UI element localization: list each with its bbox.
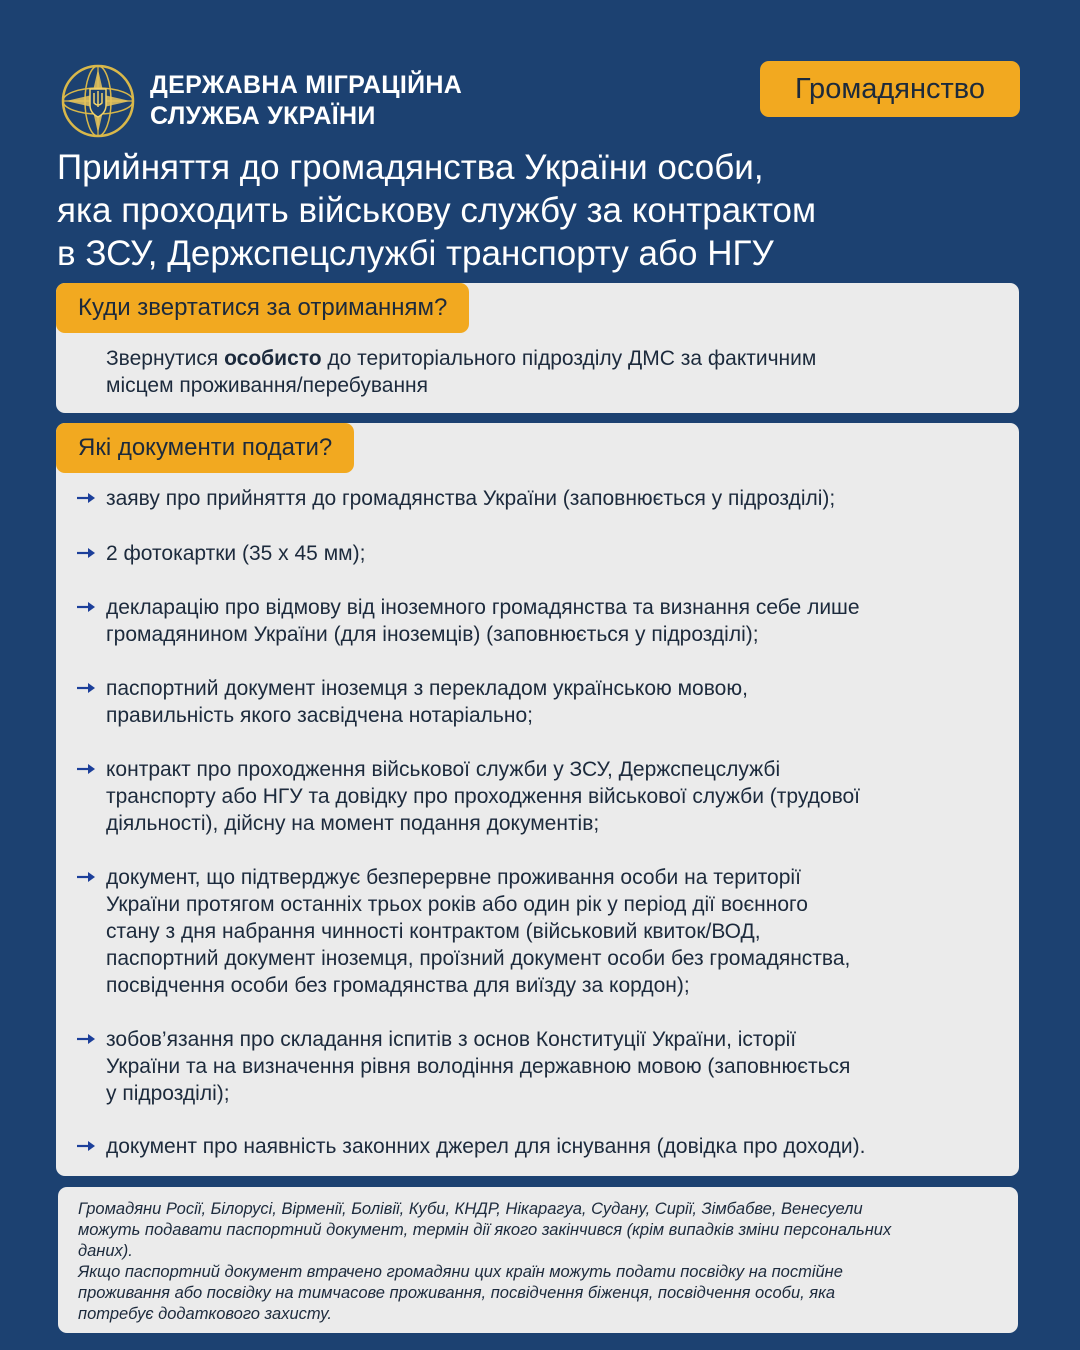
document-list-item-line: контракт про проходження військової служби у ЗСУ, Держспецслужбі [106,758,781,781]
document-list-item-text [106,675,1006,729]
document-list-item-line: документ, що підтверджує безперервне проживання особи на території [106,866,801,889]
document-list-item-line: зобов’язання про складання іспитів з основ Конституції України, історії [106,1028,797,1051]
arrow-right-icon [76,601,96,613]
document-list-item-text [106,864,1006,999]
document-list-item-line: громадянином України (для іноземців) (заповнюється у підрозділі); [106,623,759,646]
documents-heading: Які документи подати? [56,423,354,473]
category-badge: Громадянство [760,61,1020,117]
note-line: можуть подавати паспортний документ, термін дії якого закінчився (крім випадків зміни персональних [78,1221,892,1239]
document-list-item-text [106,485,1006,512]
note-line: потребує додаткового захисту. [78,1305,332,1323]
document-list-item-line: діяльності), дійсну на момент подання документів; [106,812,600,835]
documents-card [56,423,1019,1176]
note-card [58,1187,1018,1333]
document-list-item-line: України протягом останніх трьох років або один рік у період дії воєнного [106,893,808,916]
note-line: Якщо паспортний документ втрачено громадяни цих країн можуть подати посвідку на постійне [78,1263,843,1281]
where-text-bold: особисто [224,347,322,370]
arrow-right-icon [76,492,96,504]
note-text [78,1199,1008,1325]
arrow-right-icon [76,871,96,883]
where-to-apply-card [56,283,1019,413]
page-title-line1: Прийняття до громадянства України особи, [57,148,764,187]
organization-name-line2: СЛУЖБА УКРАЇНИ [150,102,376,130]
document-list-item-line: заяву про прийняття до громадянства України (заповнюється у підрозділі); [106,487,836,510]
where-to-apply-heading: Куди звертатися за отриманням? [56,283,469,333]
document-list-item-text [106,756,1006,837]
dms-emblem-icon [60,63,136,139]
page-title-line2: яка проходить військову службу за контрактом [57,191,817,230]
document-list-item-line: у підрозділі); [106,1082,230,1105]
document-list-item-line: документ про наявність законних джерел для існування (довідка про доходи). [106,1135,866,1158]
note-line: проживання або посвідку на тимчасове проживання, посвідчення біженця, посвідчення особи, яка [78,1284,836,1302]
document-list-item-text [106,540,1006,567]
page-title-line3: в ЗСУ, Держспецслужбі транспорту або НГУ [57,234,774,273]
page-title [57,146,1037,275]
document-list-item-line: правильність якого засвідчена нотаріально; [106,704,533,727]
document-list-item-line: стану з дня набрання чинності контрактом (військовий квиток/ВОД, [106,920,761,943]
document-list-item-text [106,1026,1006,1107]
where-text-line2: місцем проживання/перебування [106,374,429,397]
arrow-right-icon [76,763,96,775]
document-list-item-line: паспортний документ іноземця, проїзний документ особи без громадянства, [106,947,851,970]
document-list-item-text [106,1133,1006,1160]
arrow-right-icon [76,682,96,694]
note-line: Громадяни Росії, Білорусі, Вірменії, Болівії, Куби, КНДР, Нікарагуа, Судану, Сирії, Зімбабве, Венесуели [78,1200,863,1218]
document-list-item-text [106,594,1006,648]
organization-name-line1: ДЕРЖАВНА МІГРАЦІЙНА [150,71,463,99]
where-to-apply-text [106,345,986,399]
note-line: даних). [78,1242,133,1260]
document-list-item-line: посвідчення особи без громадянства для виїзду за кордон); [106,974,690,997]
document-list-item-line: 2 фотокартки (35 х 45 мм); [106,542,366,565]
arrow-right-icon [76,1033,96,1045]
document-list-item-line: паспортний документ іноземця з перекладом українською мовою, [106,677,748,700]
where-text-after: до територіального підрозділу ДМС за фактичним [321,347,817,370]
arrow-right-icon [76,1140,96,1152]
where-text-before: Звернутися [106,347,225,370]
arrow-right-icon [76,547,96,559]
document-list-item-line: України та на визначення рівня володіння державною мовою (заповнюється [106,1055,851,1078]
document-list-item-line: декларацію про відмову від іноземного громадянства та визнання себе лише [106,596,860,619]
organization-name [150,70,462,132]
document-list-item-line: транспорту або НГУ та довідку про проходження військової служби (трудової [106,785,861,808]
